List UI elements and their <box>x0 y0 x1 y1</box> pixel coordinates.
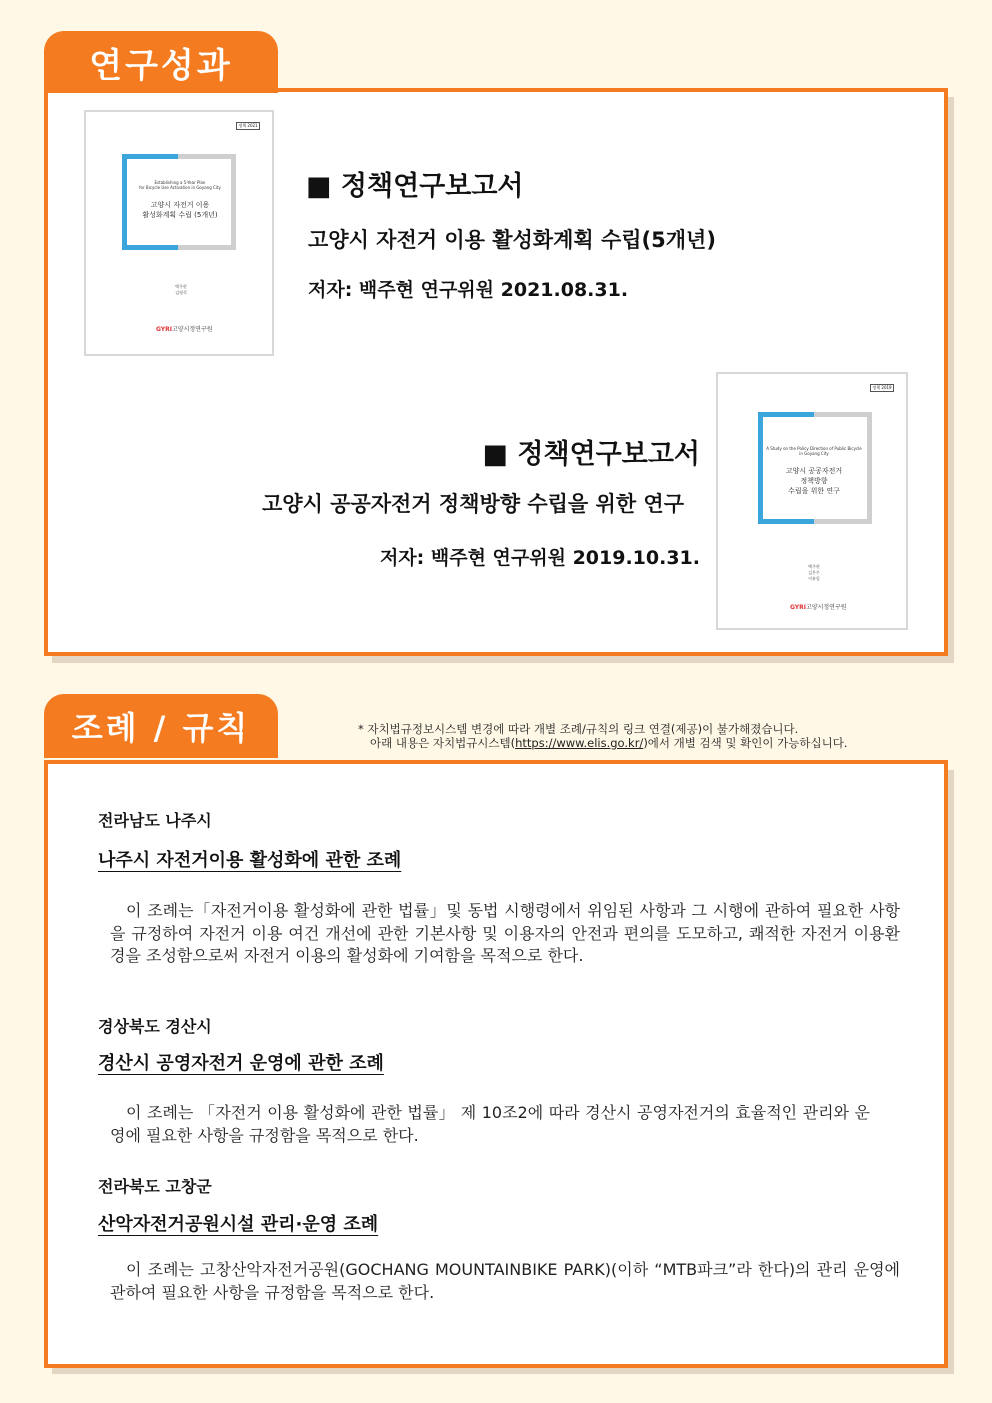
ordinance-title[interactable]: 경산시 공영자전거 운영에 관한 조례 <box>98 1053 384 1074</box>
report-cover-2021[interactable] <box>84 110 274 356</box>
cover-badge: 정책 2019 <box>870 384 894 392</box>
cover-logo: GYRI고양시정연구원 <box>790 604 847 611</box>
cover-english-title: A Study on the Policy Direction of Public Bicycle in Goyang City <box>766 446 862 456</box>
ordinance-tab <box>44 694 278 758</box>
ordinance-panel <box>44 760 948 1368</box>
report-meta: 저자: 백주현 연구위원 2021.08.31. <box>308 279 629 301</box>
cover-korean-title: 고양시 자전거 이용 활성화계획 수립 (5개년) <box>142 201 218 219</box>
ordinance-notice: * 자치법규정보시스템 변경에 따라 개별 조례/규칙의 링크 연결(제공)이 불가해졌습니다. 아래 내용은 자치법규시스템(https://www.elis.go.kr/)에서 개별 검색 및 확인이 가능하십니다. <box>358 722 848 750</box>
ordinance-tab-label: 조례 / 규칙 <box>71 709 251 747</box>
ordinance-title[interactable]: 산악자전거공원시설 관리·운영 조례 <box>98 1214 379 1235</box>
ordinance-description: 이 조례는 고창산악자전거공원(GOCHANG MOUNTAINBIKE PARK)(이하 “MTB파크”라 한다)의 관리 운영에 관하여 필요한 사항을 규정함을 목적으로 한다. <box>110 1260 900 1302</box>
ordinance-description: 이 조례는「자전거이용 활성화에 관한 법률」및 동법 시행령에서 위임된 사항과 그 시행에 관하여 필요한 사항을 규정하여 자전거 이용 여건 개선에 관한 기본사항 및 이용자의 안전과 편의를 도모하고, 쾌적한 자전거 이용환경을 조성함으로써 자전거 이용의 활성화에 기여함을 목적으로 한다. <box>110 901 900 965</box>
report-label: ■ 정책연구보고서 <box>306 171 524 202</box>
ordinance-region: 경상북도 경산시 <box>98 1017 212 1036</box>
elis-link[interactable]: https://www.elis.go.kr/ <box>515 736 644 750</box>
cover-badge: 정책 2021 <box>236 122 260 130</box>
research-panel <box>44 88 948 656</box>
research-tab-label: 연구성과 <box>89 45 233 86</box>
ordinance-description: 이 조례는 「자전거 이용 활성화에 관한 법률」 제 10조2에 따라 경산시 공영자전거의 효율적인 관리와 운영에 필요한 사항을 규정함을 목적으로 한다. <box>110 1103 870 1145</box>
cover-authors: 백주현 김은주 이유림 <box>808 564 820 581</box>
report-cover-2019[interactable] <box>716 372 908 630</box>
report-meta: 저자: 백주현 연구위원 2019.10.31. <box>379 547 700 569</box>
cover-authors: 백주현 김영석 <box>175 284 187 295</box>
report-title[interactable]: 고양시 공공자전거 정책방향 수립을 위한 연구 <box>262 492 684 516</box>
cover-korean-title: 고양시 공공자전거 정책방향 수립을 위한 연구 <box>785 467 843 495</box>
cover-english-title: Establishing a 5-Year Plan for Bicycle Use Activation in Goyang City <box>139 180 221 190</box>
research-tab <box>44 31 278 93</box>
cover-logo: GYRI고양시정연구원 <box>156 326 213 333</box>
report-title[interactable]: 고양시 자전거 이용 활성화계획 수립(5개년) <box>308 228 716 252</box>
report-label: ■ 정책연구보고서 <box>482 439 700 470</box>
ordinance-title[interactable]: 나주시 자전거이용 활성화에 관한 조례 <box>98 850 402 871</box>
ordinance-region: 전라북도 고창군 <box>98 1177 212 1196</box>
ordinance-region: 전라남도 나주시 <box>98 811 212 830</box>
